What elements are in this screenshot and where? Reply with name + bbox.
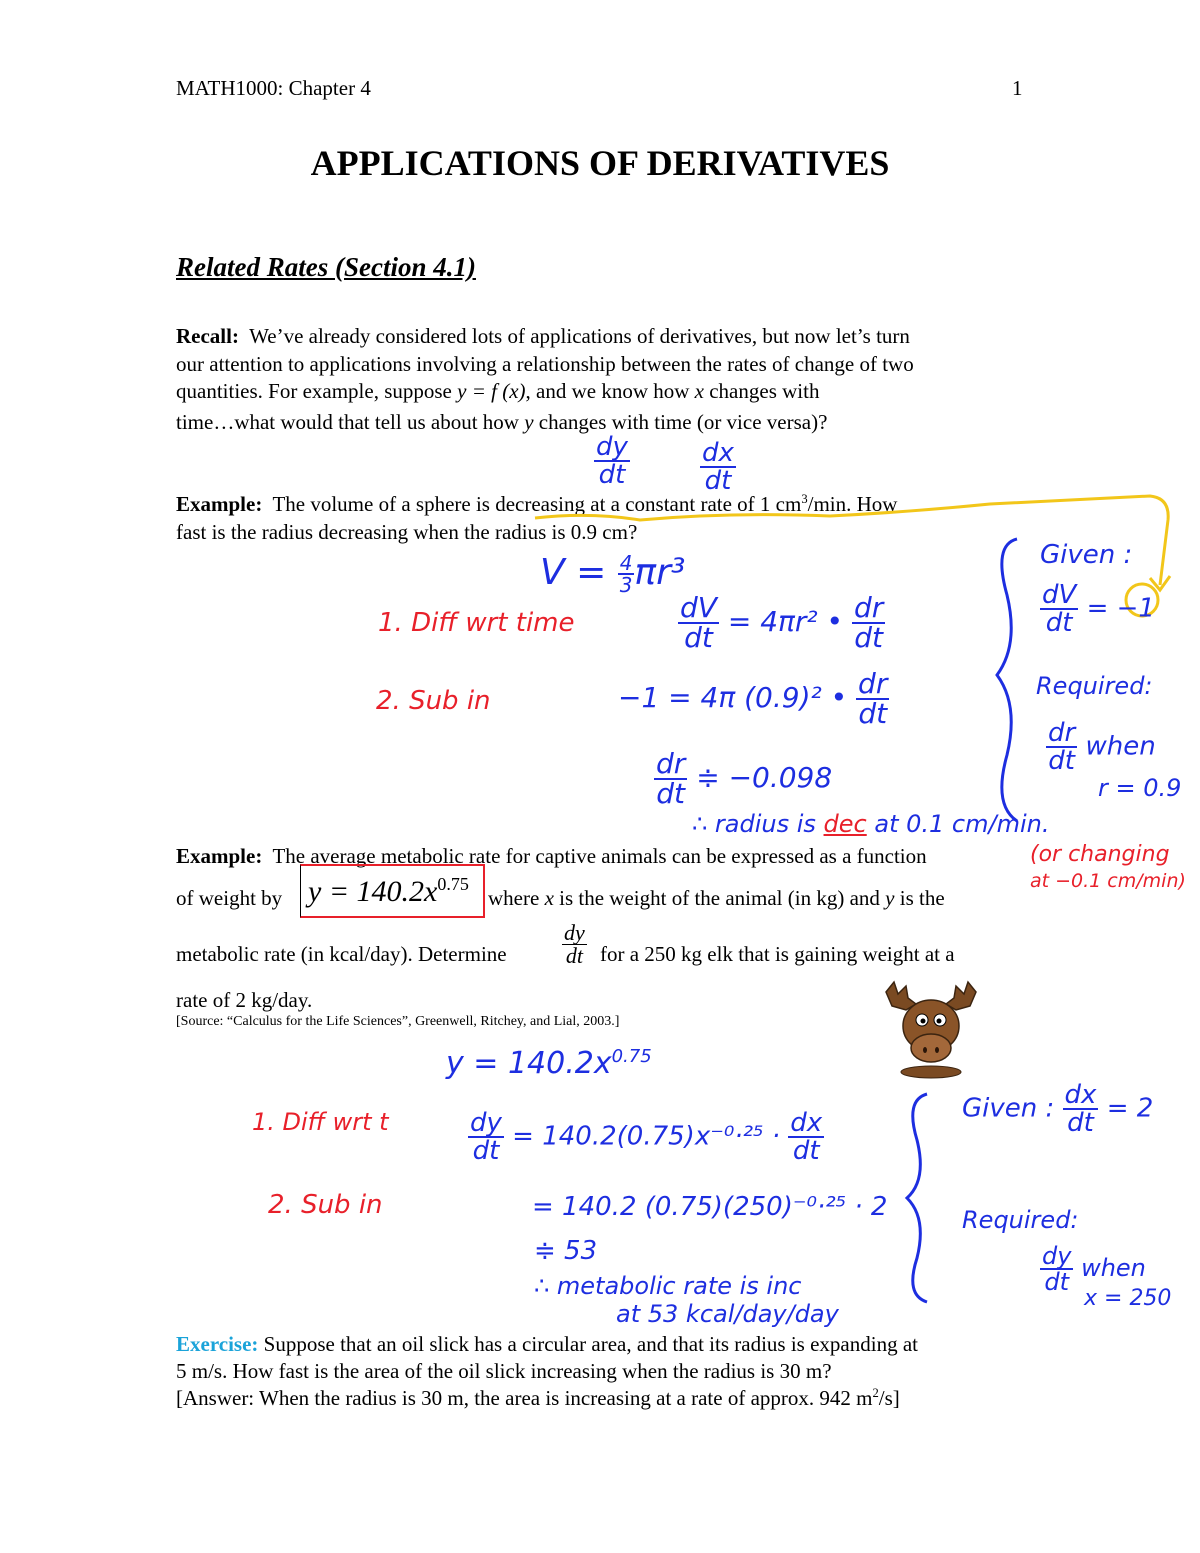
hw2-required-eq: $\frac{dy}{dt}$ when	[1042, 1242, 1146, 1296]
hw-required-label-1: Required:	[1036, 672, 1153, 700]
recall-line-4	[176, 408, 827, 436]
hw2-eq2: = 140.2 (0.75)(250)⁻⁰·²⁵ · 2	[532, 1192, 888, 1222]
hw2-required-x: x = 250	[1084, 1286, 1172, 1311]
hw2-step2: 2. Sub in	[268, 1190, 383, 1220]
example2-line-3: metabolic rate (in kcal/day). Determine	[176, 942, 507, 966]
recall-text-1: We’ve already considered lots of applications of derivatives, but now let’s turn	[249, 324, 910, 348]
recall-line-1	[176, 322, 910, 350]
hw-step2-equation: −1 = 4π (0.9)² • $\frac{dr}{dt}$	[618, 667, 888, 730]
section-heading: Related Rates (Section 4.1)	[176, 252, 476, 282]
recall-text-3c: changes with	[703, 379, 820, 403]
recall-text-3b: , and we know how	[525, 379, 695, 403]
recall-text-4b: changes with time (or vice versa)?	[533, 410, 828, 434]
example2-line-3b: for a 250 kg elk that is gaining weight at a	[600, 942, 955, 966]
example2-line-2b: where x is the weight of the animal (in kg) and y is the	[488, 886, 945, 910]
hw-dx-dt: $\frac{dx}{dt}$	[702, 438, 734, 496]
hw-given-label-1: Given :	[1040, 540, 1133, 570]
example2-formula: $y = 140.2x^{0.75}$	[308, 874, 469, 908]
hw2-eq3: ≑ 53	[534, 1236, 598, 1266]
recall-label: Recall:	[176, 324, 239, 348]
example2-label: Example:	[176, 844, 263, 868]
recall-line-3	[176, 377, 819, 405]
hw2-eq1: $\frac{dy}{dt}$ = 140.2(0.75)x⁻⁰·²⁵ · $\frac{dx}{dt}$	[470, 1108, 823, 1166]
example2-line-4: rate of 2 kg/day.	[176, 988, 313, 1012]
hw-conclusion1: ∴ radius is dec at 0.1 cm/min.	[692, 810, 1050, 838]
example1-label: Example:	[176, 492, 263, 516]
example1-line-1: Example: The volume of a sphere is decreasing at a constant rate of 1 $cm^3/\min$. How	[176, 492, 898, 516]
recall-math-y-fx: y = f (x)	[457, 379, 526, 403]
exercise-line-2: 5 m/s. How fast is the area of the oil slick increasing when the radius is 30 m?	[176, 1359, 832, 1383]
hw-alt-line1: (or changing	[1030, 842, 1170, 867]
hw-required-eq-1: $\frac{dr}{dt}$ when	[1048, 718, 1156, 776]
hw2-step1: 1. Diff wrt t	[252, 1108, 389, 1136]
hw2-required-label: Required:	[962, 1206, 1079, 1234]
recall-line-2: our attention to applications involving a relationship between the rates of change of two	[176, 352, 914, 376]
hw-required-r: r = 0.9	[1098, 774, 1182, 802]
hw-step1-diff: 1. Diff wrt time	[378, 608, 575, 638]
recall-var-y: y	[524, 410, 534, 434]
hw-alt-line2: at −0.1 cm/min)	[1030, 870, 1186, 892]
example2-dydt-frac: $\frac{dy}{dt}$	[564, 920, 585, 968]
exercise-label: Exercise:	[176, 1332, 259, 1356]
hw-dy-dt: $\frac{dy}{dt}$	[596, 432, 628, 490]
exercise-answer: [Answer: When the radius is 30 m, the area is increasing at a rate of approx. 942 $m^2/s$]	[176, 1386, 900, 1410]
hw-step1-equation: $\frac{dV}{dt}$ = 4πr² • $\frac{dr}{dt}$	[680, 591, 884, 654]
hw2-formula: $y = 140.2x^{0.75}$	[446, 1046, 652, 1081]
page-title: APPLICATIONS OF DERIVATIVES	[310, 143, 890, 183]
example2-line-1: Example: The average metabolic rate for captive animals can be expressed as a function	[176, 844, 927, 868]
recall-text-3a: quantities. For example, suppose	[176, 379, 458, 403]
hw-volume-formula: V = $\frac{4}{3}$ πr³	[540, 551, 686, 597]
hw-brace-1	[985, 535, 1025, 825]
header-page-number: 1	[1012, 76, 1023, 100]
hw2-conclusion-2: at 53 kcal/day/day	[616, 1300, 839, 1328]
example1-line-2: fast is the radius decreasing when the radius is 0.9 cm?	[176, 520, 638, 544]
exercise-line-1: Exercise: Suppose that an oil slick has a circular area, and that its radius is expanding at	[176, 1332, 918, 1356]
moose-illustration	[876, 980, 986, 1080]
hw-step2-sub: 2. Sub in	[376, 686, 491, 716]
example2-line-2: of weight by	[176, 886, 283, 910]
hw2-conclusion-1: ∴ metabolic rate is inc	[534, 1272, 802, 1300]
header-course: MATH1000: Chapter 4	[176, 76, 371, 100]
hw-given-eq-1: $\frac{dV}{dt}$ = −1	[1042, 580, 1155, 638]
hw-brace-2	[895, 1090, 935, 1305]
recall-var-x: x	[694, 379, 704, 403]
hw2-given: Given : $\frac{dx}{dt}$ = 2	[962, 1080, 1154, 1138]
hw-result: $\frac{dr}{dt}$ ≑ −0.098	[656, 747, 833, 810]
recall-text-4a: time…what would that tell us about how	[176, 410, 525, 434]
example2-source: [Source: “Calculus for the Life Sciences”, Greenwell, Ritchey, and Lial, 2003.]	[176, 1014, 620, 1029]
